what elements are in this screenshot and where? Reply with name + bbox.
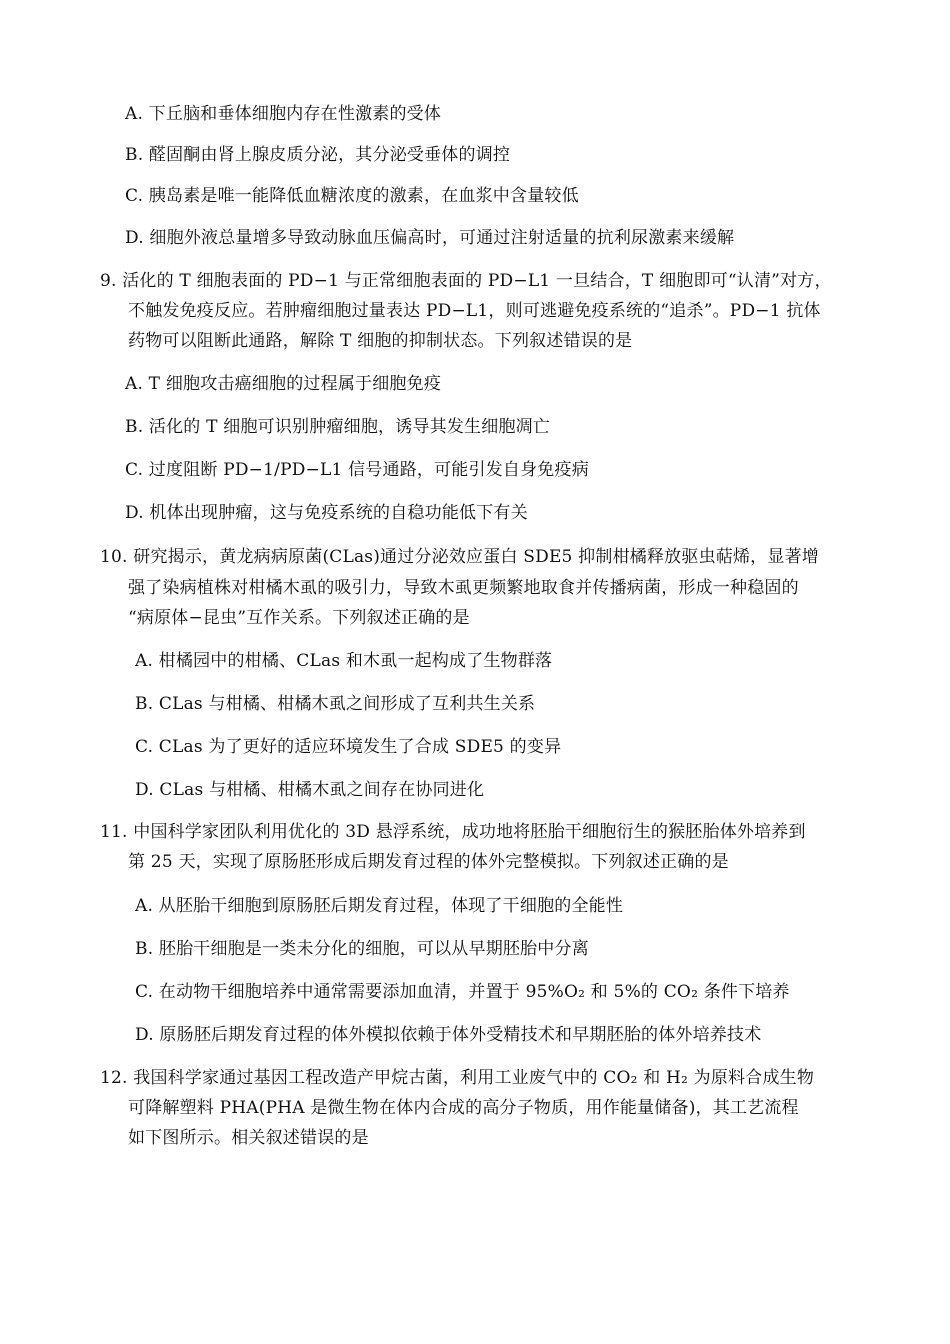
q10-option-b: B. CLas 与柑橘、柑橘木虱之间形成了互利共生关系 (135, 694, 536, 714)
q12-stem-line2: 可降解塑料 PHA(PHA 是微生物在体内合成的高分子物质，用作能量储备)，其工艺流程 (128, 1098, 799, 1118)
q8-option-b: B. 醛固酮由肾上腺皮质分泌，其分泌受垂体的调控 (125, 145, 511, 165)
q8-option-a: A. 下丘脑和垂体细胞内存在性激素的受体 (125, 104, 442, 124)
q10-stem-line1: 10. 研究揭示，黄龙病病原菌(CLas)通过分泌效应蛋白 SDE5 抑制柑橘释放驱虫萜烯，显著增 (100, 547, 819, 567)
q9-option-a: A. T 细胞攻击癌细胞的过程属于细胞免疫 (125, 374, 442, 394)
q10-option-a: A. 柑橘园中的柑橘、CLas 和木虱一起构成了生物群落 (135, 651, 553, 671)
q10-option-c: C. CLas 为了更好的适应环境发生了合成 SDE5 的变异 (135, 737, 562, 757)
q10-stem-line3: “病原体−昆虫”互作关系。下列叙述正确的是 (128, 608, 470, 628)
q12-stem-line3: 如下图所示。相关叙述错误的是 (128, 1128, 369, 1148)
q9-option-d: D. 机体出现肿瘤，这与免疫系统的自稳功能低下有关 (125, 503, 528, 523)
q11-option-c: C. 在动物干细胞培养中通常需要添加血清，并置于 95%O₂ 和 5%的 CO₂ 条件下培养 (135, 982, 790, 1002)
q8-option-d: D. 细胞外液总量增多导致动脉血压偏高时，可通过注射适量的抗利尿激素来缓解 (125, 228, 735, 248)
q11-option-d: D. 原肠胚后期发育过程的体外模拟依赖于体外受精技术和早期胚胎的体外培养技术 (135, 1025, 762, 1045)
q10-stem-line2: 强了染病植株对柑橘木虱的吸引力，导致木虱更频繁地取食并传播病菌，形成一种稳固的 (128, 578, 799, 598)
q11-stem-line1: 11. 中国科学家团队利用优化的 3D 悬浮系统，成功地将胚胎干细胞衍生的猴胚胎体外培养到 (100, 822, 806, 842)
q11-option-b: B. 胚胎干细胞是一类未分化的细胞，可以从早期胚胎中分离 (135, 939, 589, 959)
q9-stem-line3: 药物可以阻断此通路，解除 T 细胞的抑制状态。下列叙述错误的是 (128, 331, 633, 351)
q8-option-c: C. 胰岛素是唯一能降低血糖浓度的激素，在血浆中含量较低 (125, 186, 579, 206)
q10-option-d: D. CLas 与柑橘、柑橘木虱之间存在协同进化 (135, 780, 485, 800)
q9-stem-line1: 9. 活化的 T 细胞表面的 PD−1 与正常细胞表面的 PD−L1 一旦结合，T 细胞即可“认清”对方， (100, 271, 832, 291)
q9-stem-line2: 不触发免疫反应。若肿瘤细胞过量表达 PD−L1，则可逃避免疫系统的“追杀”。PD−1 抗体 (128, 301, 821, 321)
q11-option-a: A. 从胚胎干细胞到原肠胚后期发育过程，体现了干细胞的全能性 (135, 896, 624, 916)
q9-option-c: C. 过度阻断 PD−1/PD−L1 信号通路，可能引发自身免疫病 (125, 460, 589, 480)
q11-stem-line2: 第 25 天，实现了原肠胚形成后期发育过程的体外完整模拟。下列叙述正确的是 (128, 852, 729, 872)
q9-option-b: B. 活化的 T 细胞可识别肿瘤细胞，诱导其发生细胞凋亡 (125, 417, 551, 437)
q12-stem-line1: 12. 我国科学家通过基因工程改造产甲烷古菌，利用工业废气中的 CO₂ 和 H₂ 为原料合成生物 (100, 1068, 815, 1088)
